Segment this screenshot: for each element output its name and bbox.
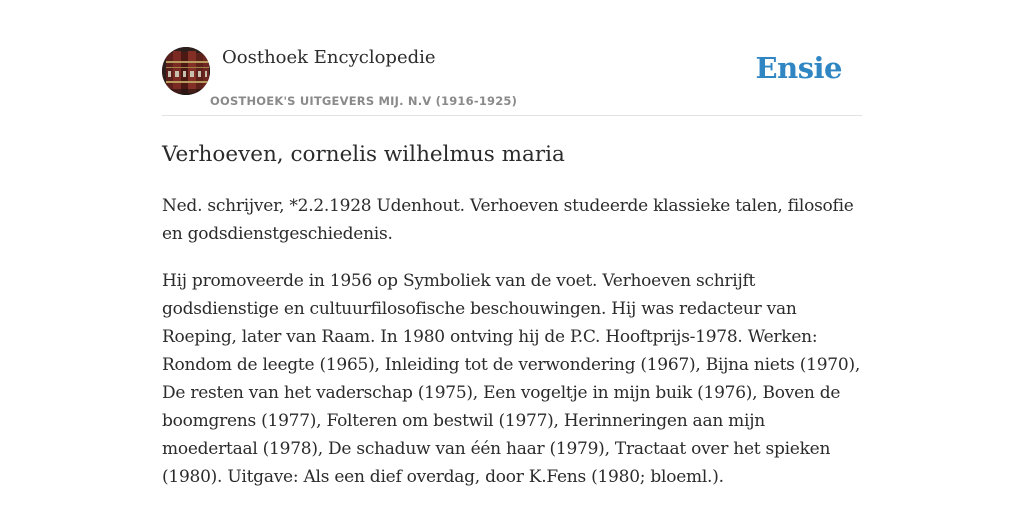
article-paragraph: Ned. schrijver, *2.2.1928 Udenhout. Verhoeven studeerde klassieke talen, filosofie en godsdienstgeschiedenis. <box>162 196 854 244</box>
encyclopedia-books-icon[interactable] <box>162 47 210 95</box>
source-name[interactable]: Oosthoek Encyclopedie <box>222 47 436 68</box>
article-card <box>162 0 862 512</box>
article-paragraph: Hij promoveerde in 1956 op Symboliek van de voet. Verhoeven schrijft godsdienstige en cultuurfilosofische beschouwingen. Hij was redacteur van Roeping, later van Raam. In 1980 ontving hij de P.C. Hooftprijs-1978. Werken: Rondom de leegte (1965), Inleiding tot de verwondering (1967), Bijna niets (1970), De resten van het vaderschap (1975), Een vogeltje in mijn buik (1976), Boven de boomgrens (1977), Folteren om bestwil (1977), Herinneringen aan mijn moedertaal (1978), De schaduw van één haar (1979), Tractaat over het spieken (1980). Uitgave: Als een dief overdag, door K.Fens (1980; bloeml.). <box>162 271 860 487</box>
brand-logo[interactable]: Ensie <box>755 51 842 85</box>
source-subtitle: OOSTHOEK'S UITGEVERS MIJ. N.V (1916-1925) <box>210 94 518 108</box>
header-divider <box>162 115 862 116</box>
article-title: Verhoeven, cornelis wilhelmus maria <box>162 142 565 167</box>
